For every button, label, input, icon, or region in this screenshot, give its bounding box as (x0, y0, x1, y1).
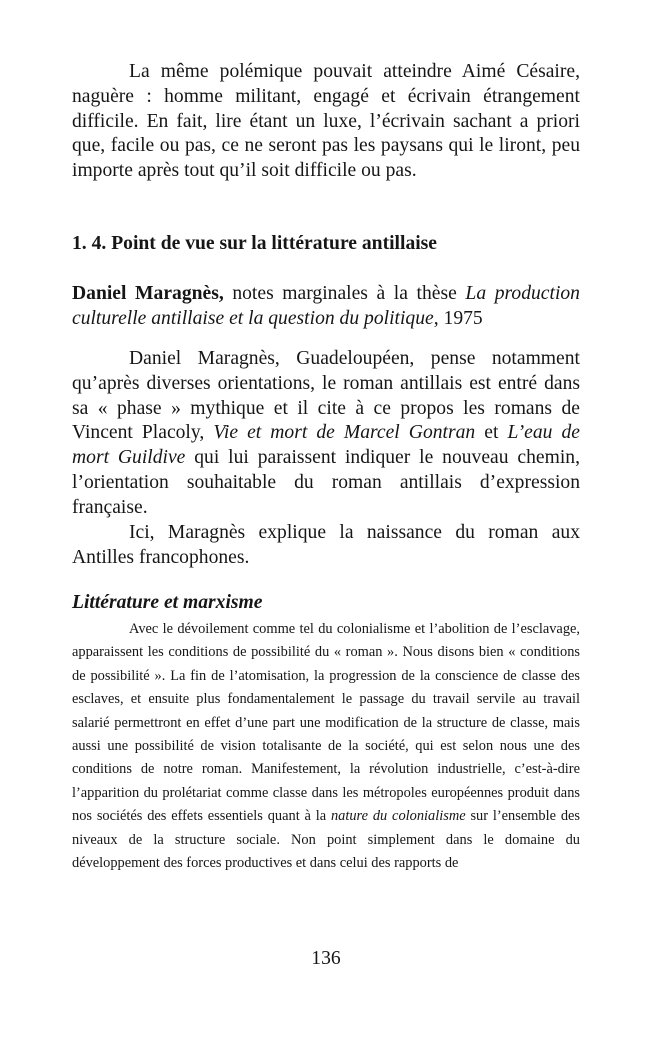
paragraph-cesaire: La même polémique pouvait atteindre Aimé Césaire, naguère : homme militant, engagé et écrivain étrangement difficile. En fait, lire étant un luxe, l’écrivain sachant a priori que, facile ou pas, ce ne seront pas les paysans qui le liront, peu importe après tout qu’il soit difficile ou pas. (72, 61, 580, 182)
novel-title-2: L’eau de mort Guildive (72, 422, 580, 469)
quote-text-1: Avec le dévoilement comme tel du colonialisme et l’abolition de l’esclavage, apparaissent les conditions de possibilité du « roman ». Nous disons bien « conditions de possibilité ». La fin de l’atomisation, la progression de la conscience de classe des esclaves, et ensuite plus fondamentalement le passage du travail servile au travail salarié permettront en effet d’une part une modification de la structure de classe, mais aussi une possibilité de vision totalisante de la société, qui est selon nous une des conditions de notre roman. Manifestement, la révolution industrielle, c’est-à-dire l’apparition du prolétariat comme classe dans les métropoles européennes produit dans nos sociétés des effets essentiels quant à la (72, 621, 580, 825)
subheading: Littérature et marxisme (72, 592, 263, 613)
novel-title-1: Vie et mort de Marcel Gontran (213, 422, 476, 444)
paragraph-maragnes (72, 347, 580, 521)
source-year: , 1975 (433, 307, 483, 329)
para2-text-2: et (475, 422, 508, 444)
para2-text-1: Daniel Maragnès, Guadeloupéen, pense notamment qu’après diverses orientations, le roman antillais est entré dans sa « phase » mythique et il cite à ce propos les romans de Vincent Placoly, (72, 348, 580, 444)
quote-text-2: sur l’ensemble des niveaux de la structure sociale. Non point simplement dans le domaine du développement des forces productives et dans celui des rapports de (72, 808, 581, 872)
block-quote (72, 618, 580, 875)
section-heading: 1. 4. Point de vue sur la littérature antillaise (72, 233, 438, 254)
source-text: notes marginales à la thèse (223, 283, 466, 304)
para2-text-3: qui lui paraissent indiquer le nouveau chemin, l’orientation souhaitable du roman antillais d’expression française. (72, 447, 580, 518)
page-number: 136 (311, 948, 341, 969)
source-citation (72, 282, 580, 332)
paragraph-ici: Ici, Maragnès explique la naissance du roman aux Antilles francophones. (72, 522, 580, 568)
source-author: Daniel Maragnès, (72, 283, 224, 304)
quote-italic: nature du colonialisme (330, 808, 466, 825)
source-title: La production culturelle antillaise et la question du politique (72, 283, 580, 329)
